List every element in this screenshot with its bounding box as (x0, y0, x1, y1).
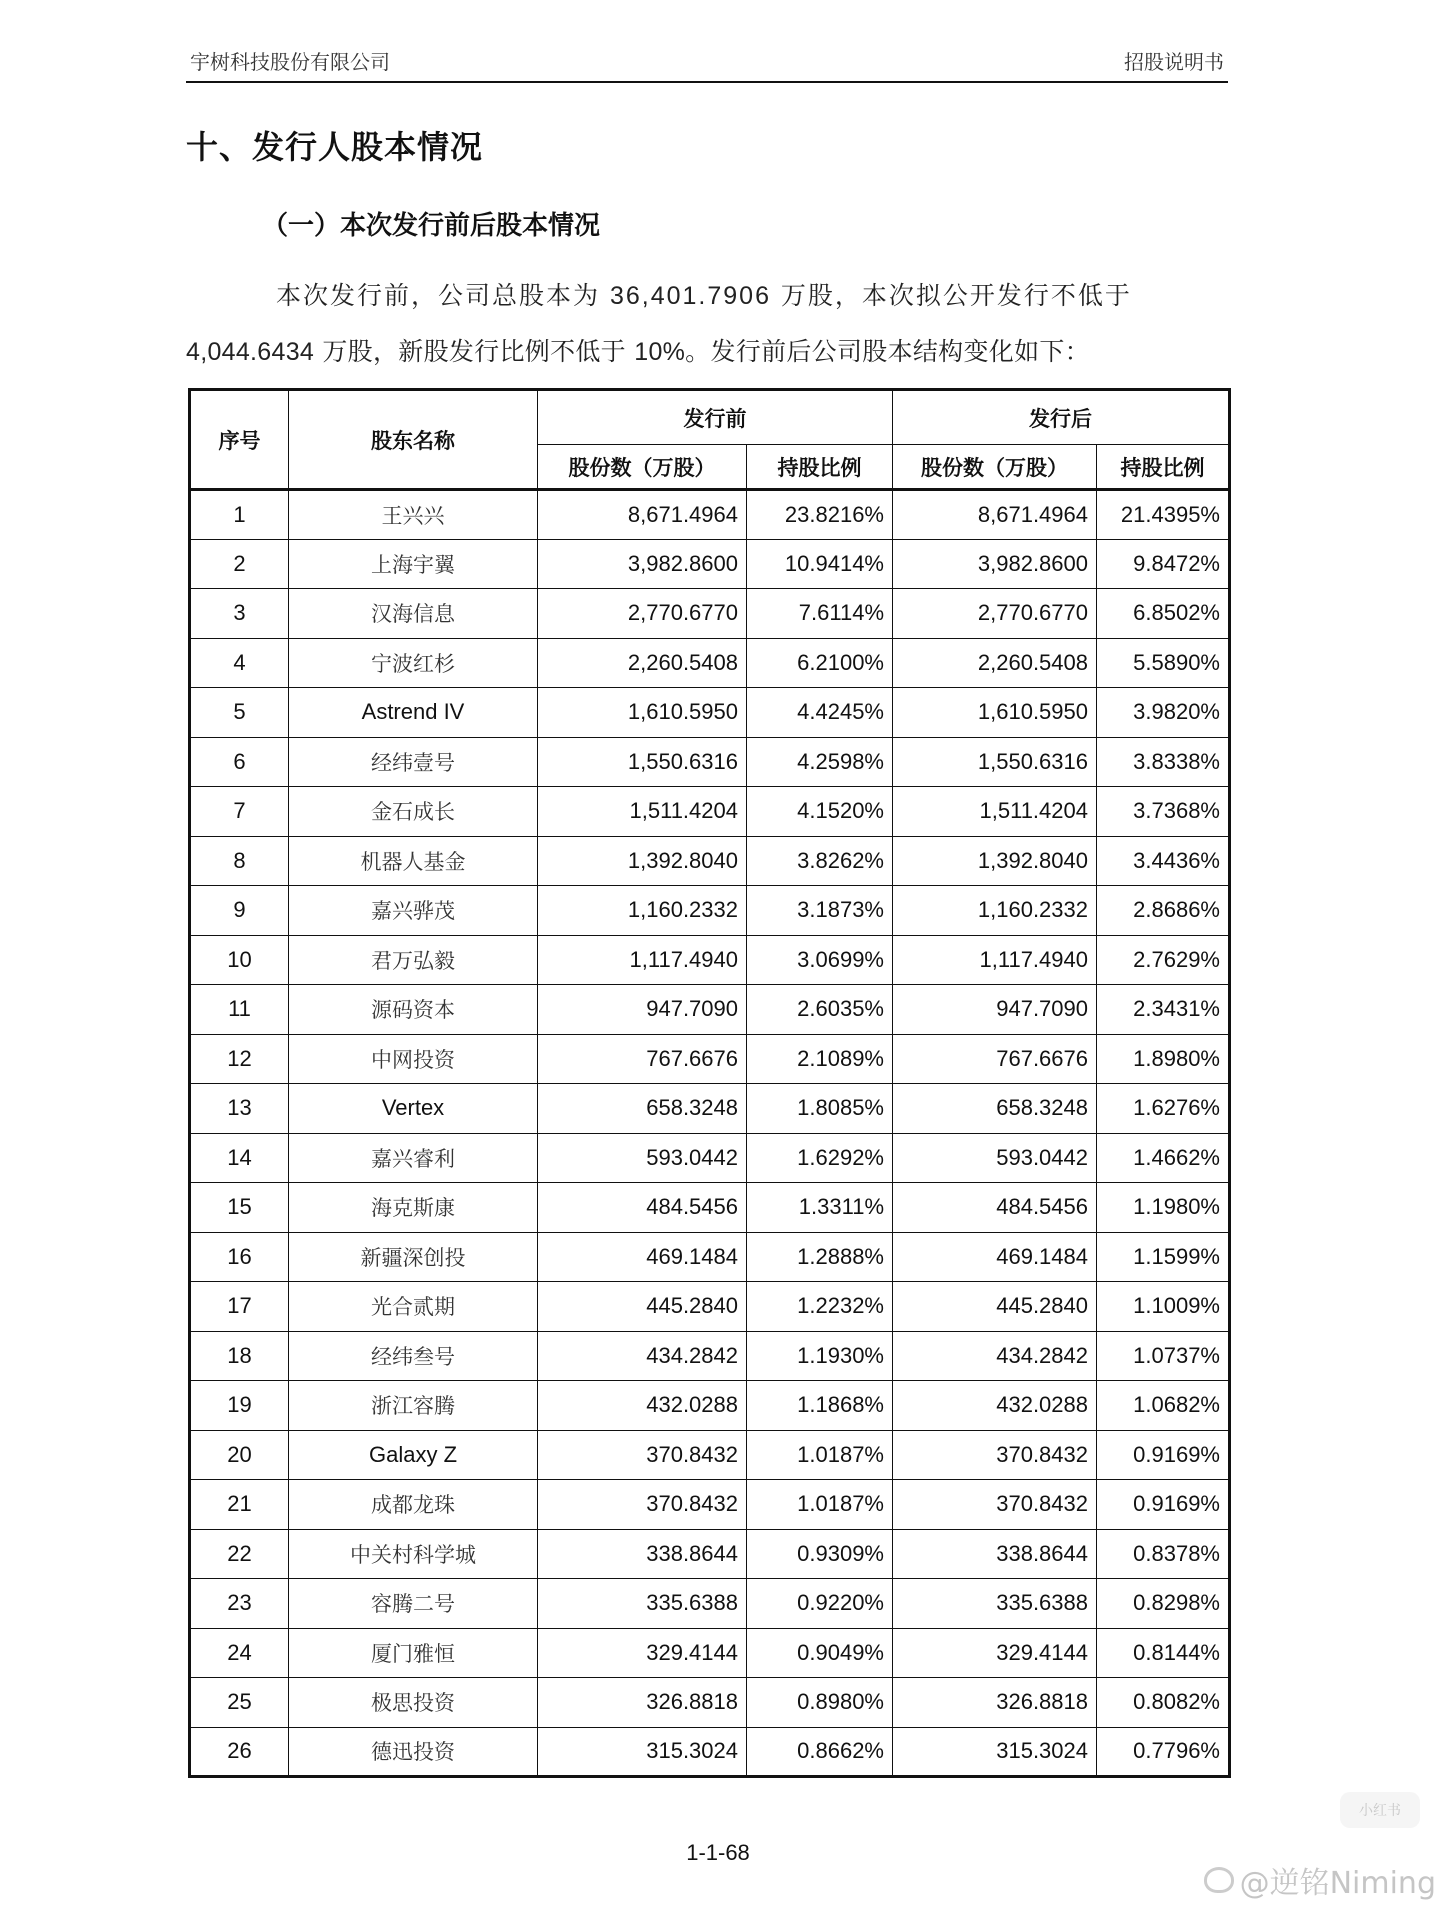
cell-shareholder-name: 宁波红杉 (289, 638, 538, 688)
cell-shares-before: 338.8644 (538, 1529, 747, 1579)
cell-shares-after: 434.2842 (893, 1331, 1097, 1381)
cell-shareholder-name: 王兴兴 (289, 490, 538, 540)
cell-no: 16 (190, 1232, 289, 1282)
issue-ratio: 10% (634, 338, 686, 366)
cell-ratio-before: 23.8216% (747, 490, 893, 540)
cell-ratio-after: 1.1009% (1097, 1282, 1230, 1332)
cell-ratio-after: 3.8338% (1097, 737, 1230, 787)
cell-no: 15 (190, 1183, 289, 1233)
cell-shares-after: 1,160.2332 (893, 886, 1097, 936)
cell-ratio-after: 1.8980% (1097, 1034, 1230, 1084)
cell-shares-before: 445.2840 (538, 1282, 747, 1332)
para-text: 本次发行前，公司总股本为 (276, 281, 610, 310)
para-text: 。发行前后公司股本结构变化如下： (685, 337, 1090, 366)
cell-shares-after: 2,260.5408 (893, 638, 1097, 688)
cell-shareholder-name: Galaxy Z (289, 1430, 538, 1480)
cell-shares-after: 484.5456 (893, 1183, 1097, 1233)
cell-ratio-after: 9.8472% (1097, 539, 1230, 589)
cell-shares-before: 326.8818 (538, 1678, 747, 1728)
table-row (190, 1381, 1230, 1431)
cell-shares-before: 370.8432 (538, 1430, 747, 1480)
cell-no: 14 (190, 1133, 289, 1183)
cell-ratio-after: 0.8082% (1097, 1678, 1230, 1728)
table-row (190, 1529, 1230, 1579)
cell-ratio-after: 3.9820% (1097, 688, 1230, 738)
table-row (190, 1282, 1230, 1332)
cell-ratio-before: 4.4245% (747, 688, 893, 738)
cell-ratio-before: 1.2888% (747, 1232, 893, 1282)
cell-shares-after: 432.0288 (893, 1381, 1097, 1431)
intro-paragraph-line-2 (186, 332, 1228, 368)
cell-shares-before: 3,982.8600 (538, 539, 747, 589)
cell-ratio-after: 0.8144% (1097, 1628, 1230, 1678)
cell-ratio-after: 0.7796% (1097, 1727, 1230, 1777)
cell-shares-after: 1,511.4204 (893, 787, 1097, 837)
cell-shares-before: 432.0288 (538, 1381, 747, 1431)
cell-ratio-before: 1.1868% (747, 1381, 893, 1431)
table-row (190, 1480, 1230, 1530)
table-row (190, 1232, 1230, 1282)
table-row (190, 1727, 1230, 1777)
table-row (190, 539, 1230, 589)
cell-shares-before: 2,770.6770 (538, 589, 747, 639)
cell-shareholder-name: 容腾二号 (289, 1579, 538, 1629)
total-shares-before: 36,401.7906 (609, 282, 771, 310)
cell-shareholder-name: 经纬壹号 (289, 737, 538, 787)
cell-ratio-after: 1.1980% (1097, 1183, 1230, 1233)
cell-no: 3 (190, 589, 289, 639)
cell-shareholder-name: 新疆深创投 (289, 1232, 538, 1282)
cell-shareholder-name: 浙江容腾 (289, 1381, 538, 1431)
header-company-name: 宇树科技股份有限公司 (190, 50, 390, 74)
cell-ratio-after: 1.4662% (1097, 1133, 1230, 1183)
cell-ratio-before: 4.2598% (747, 737, 893, 787)
cell-no: 25 (190, 1678, 289, 1728)
cell-shareholder-name: 嘉兴骅茂 (289, 886, 538, 936)
cell-shareholder-name: 汉海信息 (289, 589, 538, 639)
cell-ratio-before: 0.8662% (747, 1727, 893, 1777)
cell-no: 1 (190, 490, 289, 540)
cell-ratio-after: 0.9169% (1097, 1480, 1230, 1530)
cell-no: 21 (190, 1480, 289, 1530)
cell-ratio-after: 1.0682% (1097, 1381, 1230, 1431)
weibo-watermark (1204, 1858, 1436, 1902)
cell-no: 19 (190, 1381, 289, 1431)
header-document-type: 招股说明书 (1124, 50, 1224, 74)
col-header-no: 序号 (190, 390, 289, 490)
cell-shares-before: 1,550.6316 (538, 737, 747, 787)
table-row (190, 1034, 1230, 1084)
cell-shares-before: 329.4144 (538, 1628, 747, 1678)
cell-shares-before: 8,671.4964 (538, 490, 747, 540)
table-row (190, 1133, 1230, 1183)
table-row (190, 1331, 1230, 1381)
cell-shareholder-name: 中关村科学城 (289, 1529, 538, 1579)
share-capital-table (188, 388, 1231, 1778)
cell-ratio-after: 5.5890% (1097, 638, 1230, 688)
cell-ratio-after: 21.4395% (1097, 490, 1230, 540)
cell-shares-before: 370.8432 (538, 1480, 747, 1530)
cell-shares-after: 1,392.8040 (893, 836, 1097, 886)
cell-no: 4 (190, 638, 289, 688)
cell-no: 17 (190, 1282, 289, 1332)
cell-ratio-before: 3.8262% (747, 836, 893, 886)
cell-ratio-before: 3.1873% (747, 886, 893, 936)
cell-shares-before: 1,511.4204 (538, 787, 747, 837)
subsection-title: （一）本次发行前后股本情况 (262, 211, 601, 241)
new-shares: 4,044.6434 (186, 338, 315, 366)
cell-shares-before: 767.6676 (538, 1034, 747, 1084)
cell-ratio-before: 1.1930% (747, 1331, 893, 1381)
cell-shares-after: 1,550.6316 (893, 737, 1097, 787)
cell-ratio-before: 4.1520% (747, 787, 893, 837)
col-header-shares-after: 股份数（万股） (893, 445, 1097, 490)
cell-shareholder-name: 金石成长 (289, 787, 538, 837)
cell-no: 23 (190, 1579, 289, 1629)
cell-shareholder-name: 光合贰期 (289, 1282, 538, 1332)
cell-shares-before: 2,260.5408 (538, 638, 747, 688)
cell-ratio-before: 0.9220% (747, 1579, 893, 1629)
cell-shares-before: 335.6388 (538, 1579, 747, 1629)
cell-ratio-before: 2.1089% (747, 1034, 893, 1084)
table-row (190, 836, 1230, 886)
cell-ratio-before: 3.0699% (747, 935, 893, 985)
cell-ratio-before: 2.6035% (747, 985, 893, 1035)
page-header (186, 50, 1228, 83)
table-row (190, 737, 1230, 787)
cell-no: 10 (190, 935, 289, 985)
cell-shares-before: 593.0442 (538, 1133, 747, 1183)
cell-ratio-before: 1.0187% (747, 1430, 893, 1480)
cell-shares-before: 1,392.8040 (538, 836, 747, 886)
cell-shareholder-name: 德迅投资 (289, 1727, 538, 1777)
table-row (190, 490, 1230, 540)
cell-ratio-after: 2.8686% (1097, 886, 1230, 936)
col-header-ratio-before: 持股比例 (747, 445, 893, 490)
weibo-handle: @逆铭Niming (1239, 1866, 1436, 1901)
cell-no: 11 (190, 985, 289, 1035)
cell-shares-after: 329.4144 (893, 1628, 1097, 1678)
cell-shareholder-name: 上海宇翼 (289, 539, 538, 589)
intro-paragraph-line-1 (186, 276, 1228, 312)
cell-no: 24 (190, 1628, 289, 1678)
cell-shares-after: 338.8644 (893, 1529, 1097, 1579)
xiaohongshu-watermark: 小红书 (1340, 1792, 1420, 1828)
cell-shareholder-name: Astrend IV (289, 688, 538, 738)
cell-shares-after: 593.0442 (893, 1133, 1097, 1183)
cell-shares-after: 370.8432 (893, 1480, 1097, 1530)
cell-shares-before: 315.3024 (538, 1727, 747, 1777)
col-header-name: 股东名称 (289, 390, 538, 490)
cell-shareholder-name: Vertex (289, 1084, 538, 1134)
cell-no: 26 (190, 1727, 289, 1777)
cell-no: 12 (190, 1034, 289, 1084)
cell-ratio-after: 6.8502% (1097, 589, 1230, 639)
cell-shareholder-name: 君万弘毅 (289, 935, 538, 985)
cell-shares-before: 484.5456 (538, 1183, 747, 1233)
cell-shareholder-name: 成都龙珠 (289, 1480, 538, 1530)
table-row (190, 935, 1230, 985)
cell-no: 18 (190, 1331, 289, 1381)
cell-no: 22 (190, 1529, 289, 1579)
cell-shareholder-name: 源码资本 (289, 985, 538, 1035)
table-row (190, 638, 1230, 688)
table-row (190, 1084, 1230, 1134)
cell-ratio-before: 6.2100% (747, 638, 893, 688)
cell-shareholder-name: 经纬叁号 (289, 1331, 538, 1381)
cell-ratio-before: 7.6114% (747, 589, 893, 639)
cell-ratio-after: 3.7368% (1097, 787, 1230, 837)
cell-no: 5 (190, 688, 289, 738)
cell-ratio-before: 0.9309% (747, 1529, 893, 1579)
cell-shares-after: 1,610.5950 (893, 688, 1097, 738)
cell-shares-after: 947.7090 (893, 985, 1097, 1035)
cell-shares-before: 1,160.2332 (538, 886, 747, 936)
cell-shares-after: 335.6388 (893, 1579, 1097, 1629)
cell-shares-after: 8,671.4964 (893, 490, 1097, 540)
cell-shares-after: 2,770.6770 (893, 589, 1097, 639)
cell-ratio-after: 2.3431% (1097, 985, 1230, 1035)
table-row (190, 1579, 1230, 1629)
col-group-after: 发行后 (893, 390, 1230, 445)
cell-shareholder-name: 极思投资 (289, 1678, 538, 1728)
cell-no: 2 (190, 539, 289, 589)
para-text: 万股，本次拟公开发行不低于 (770, 281, 1132, 310)
cell-shares-after: 315.3024 (893, 1727, 1097, 1777)
cell-no: 9 (190, 886, 289, 936)
cell-ratio-before: 0.9049% (747, 1628, 893, 1678)
table-row (190, 886, 1230, 936)
table-row (190, 1628, 1230, 1678)
cell-ratio-before: 1.0187% (747, 1480, 893, 1530)
cell-no: 13 (190, 1084, 289, 1134)
cell-ratio-before: 1.3311% (747, 1183, 893, 1233)
cell-shares-before: 434.2842 (538, 1331, 747, 1381)
table-row (190, 589, 1230, 639)
col-header-ratio-after: 持股比例 (1097, 445, 1230, 490)
cell-shares-before: 1,117.4940 (538, 935, 747, 985)
cell-ratio-after: 3.4436% (1097, 836, 1230, 886)
cell-shareholder-name: 厦门雅恒 (289, 1628, 538, 1678)
cell-ratio-after: 0.8298% (1097, 1579, 1230, 1629)
cell-shareholder-name: 机器人基金 (289, 836, 538, 886)
cell-ratio-after: 0.9169% (1097, 1430, 1230, 1480)
cell-shares-before: 1,610.5950 (538, 688, 747, 738)
cell-shares-after: 1,117.4940 (893, 935, 1097, 985)
cell-shareholder-name: 海克斯康 (289, 1183, 538, 1233)
weibo-icon (1204, 1867, 1234, 1893)
cell-ratio-before: 1.6292% (747, 1133, 893, 1183)
cell-ratio-after: 1.1599% (1097, 1232, 1230, 1282)
col-header-shares-before: 股份数（万股） (538, 445, 747, 490)
cell-shares-after: 469.1484 (893, 1232, 1097, 1282)
cell-ratio-before: 0.8980% (747, 1678, 893, 1728)
cell-shares-before: 947.7090 (538, 985, 747, 1035)
cell-shares-after: 370.8432 (893, 1430, 1097, 1480)
cell-ratio-before: 1.8085% (747, 1084, 893, 1134)
table-body (190, 490, 1230, 1777)
section-title: 十、发行人股本情况 (186, 128, 484, 166)
table-row (190, 1678, 1230, 1728)
cell-ratio-after: 0.8378% (1097, 1529, 1230, 1579)
cell-shares-after: 767.6676 (893, 1034, 1097, 1084)
para-text: 万股，新股发行比例不低于 (314, 337, 635, 366)
col-group-before: 发行前 (538, 390, 893, 445)
cell-ratio-before: 10.9414% (747, 539, 893, 589)
table-row (190, 985, 1230, 1035)
cell-ratio-after: 1.6276% (1097, 1084, 1230, 1134)
cell-shares-before: 469.1484 (538, 1232, 747, 1282)
cell-ratio-after: 1.0737% (1097, 1331, 1230, 1381)
cell-shares-after: 445.2840 (893, 1282, 1097, 1332)
table-row (190, 787, 1230, 837)
cell-no: 7 (190, 787, 289, 837)
table-row (190, 1183, 1230, 1233)
cell-no: 8 (190, 836, 289, 886)
page-number: 1-1-68 (686, 1840, 750, 1865)
cell-shareholder-name: 嘉兴睿利 (289, 1133, 538, 1183)
table-row (190, 1430, 1230, 1480)
cell-no: 20 (190, 1430, 289, 1480)
cell-shares-after: 658.3248 (893, 1084, 1097, 1134)
cell-no: 6 (190, 737, 289, 787)
table-row (190, 688, 1230, 738)
cell-shareholder-name: 中网投资 (289, 1034, 538, 1084)
cell-shares-after: 326.8818 (893, 1678, 1097, 1728)
cell-shares-after: 3,982.8600 (893, 539, 1097, 589)
cell-shares-before: 658.3248 (538, 1084, 747, 1134)
cell-ratio-after: 2.7629% (1097, 935, 1230, 985)
cell-ratio-before: 1.2232% (747, 1282, 893, 1332)
